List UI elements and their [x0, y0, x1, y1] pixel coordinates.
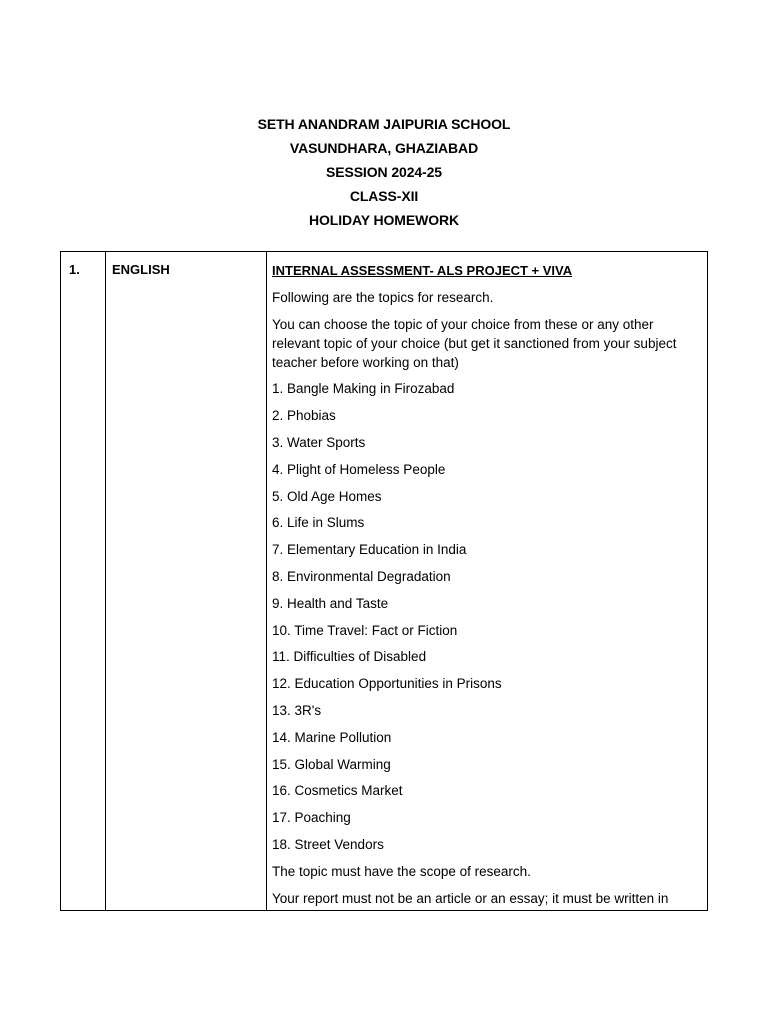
- topic-item: 7. Elementary Education in India: [272, 542, 467, 558]
- assignment-content: [272, 261, 702, 915]
- class-label: CLASS-XII: [349, 188, 419, 204]
- homework-table: [60, 251, 708, 911]
- subject-name: ENGLISH: [112, 262, 170, 277]
- topic-item: 15. Global Warming: [272, 756, 391, 772]
- topic-item: 1. Bangle Making in Firozabad: [272, 381, 455, 397]
- assignment-heading: INTERNAL ASSESSMENT- ALS PROJECT + VIVA: [272, 263, 573, 278]
- topic-item: 18. Street Vendors: [272, 836, 384, 852]
- instruction-text: You can choose the topic of your choice from these or any other relevant topic of your choice (but get it sanctioned from your subject teacher before working on that): [272, 316, 677, 370]
- topic-item: 13. 3R's: [272, 702, 322, 718]
- topic-item: 16. Cosmetics Market: [272, 783, 403, 799]
- topic-item: 17. Poaching: [272, 810, 351, 826]
- document-title: HOLIDAY HOMEWORK: [308, 212, 460, 228]
- topic-item: 8. Environmental Degradation: [272, 568, 451, 584]
- row-number: 1.: [69, 262, 80, 277]
- topic-item: 5. Old Age Homes: [272, 488, 382, 504]
- document-header: [0, 112, 768, 232]
- column-divider: [266, 252, 267, 910]
- note-text: The topic must have the scope of research.: [272, 863, 531, 879]
- topic-item: 11. Difficulties of Disabled: [272, 649, 427, 665]
- topic-item: 9. Health and Taste: [272, 595, 389, 611]
- session-label: SESSION 2024-25: [325, 164, 442, 180]
- topic-item: 12. Education Opportunities in Prisons: [272, 676, 502, 692]
- column-divider: [105, 252, 106, 910]
- topic-item: 6. Life in Slums: [272, 515, 365, 531]
- note-text: Your report must not be an article or an essay; it must be written in: [272, 890, 669, 906]
- topic-item: 2. Phobias: [272, 408, 336, 424]
- topic-item: 4. Plight of Homeless People: [272, 461, 446, 477]
- topic-item: 14. Marine Pollution: [272, 729, 392, 745]
- school-name: SETH ANANDRAM JAIPURIA SCHOOL: [257, 116, 511, 132]
- topic-item: 3. Water Sports: [272, 434, 366, 450]
- intro-text: Following are the topics for research.: [272, 289, 494, 305]
- school-location: VASUNDHARA, GHAZIABAD: [289, 140, 479, 156]
- topic-list: [272, 379, 702, 854]
- topic-item: 10. Time Travel: Fact or Fiction: [272, 622, 458, 638]
